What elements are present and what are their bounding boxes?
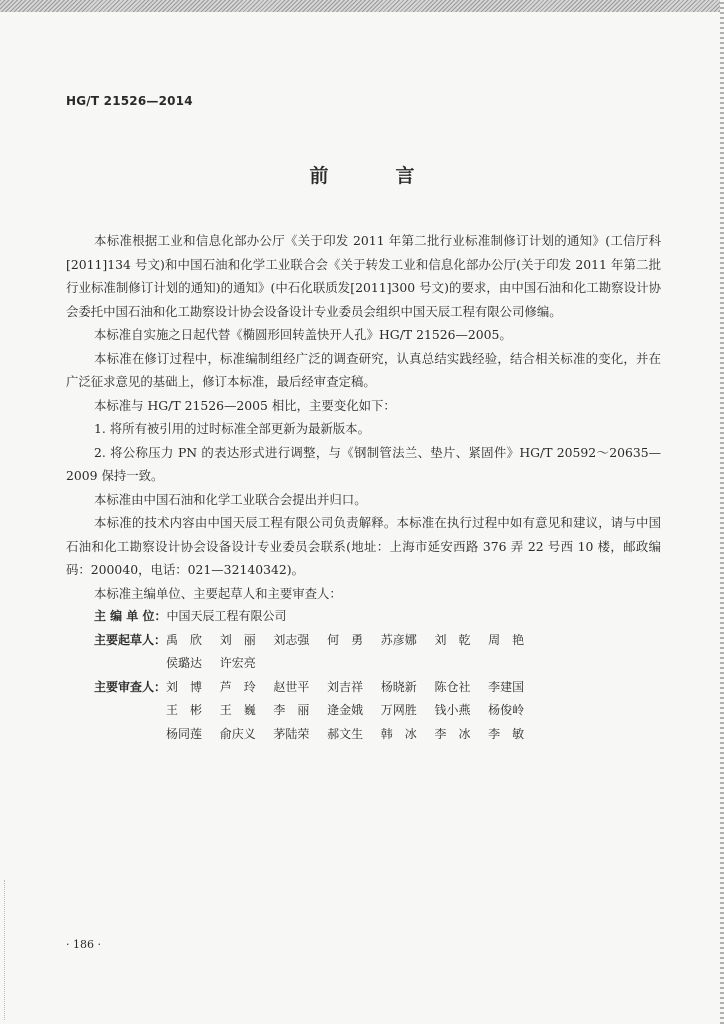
reviewer-name: 郝文生: [327, 726, 364, 741]
drafter-name: 刘 乾: [434, 632, 471, 647]
reviewer-name: 茅陆荣: [273, 726, 310, 741]
drafter-name: 禹 欣: [166, 632, 203, 647]
drafter-name: 苏彦娜: [380, 632, 417, 647]
reviewer-name: 杨晓新: [380, 679, 417, 694]
chief-unit-label: 主 编 单 位：: [94, 609, 167, 623]
reviewer-name: 王 巍: [219, 703, 256, 717]
reviewers-label: 主要审查人：: [94, 679, 167, 694]
paragraph: 本标准主编单位、主要起草人和主要审查人：: [94, 585, 342, 601]
scan-edge-top: [0, 0, 724, 12]
drafter-name: 周 艳: [488, 632, 525, 647]
reviewer-name: 刘吉祥: [327, 679, 364, 694]
paragraph: 本标准与 HG/T 21526—2005 相比，主要变化如下：: [94, 397, 396, 413]
reviewer-name: 俞庆义: [219, 726, 256, 741]
reviewer-name: 逄金娥: [327, 703, 364, 717]
reviewer-name: 李 冰: [434, 726, 471, 741]
page-number: · 186 ·: [66, 938, 101, 951]
chief-unit-value: 中国天辰工程有限公司: [166, 609, 287, 623]
scan-edge-right: [720, 0, 724, 1024]
reviewer-name: 钱小燕: [434, 703, 471, 717]
foreword-body: [66, 229, 661, 746]
reviewer-name: 陈仓社: [434, 679, 471, 694]
change-item: 1. 将所有被引用的过时标准全部更新为最新版本。: [94, 421, 370, 436]
reviewer-name: 李 丽: [273, 703, 310, 717]
paragraph: 本标准由中国石油和化学工业联合会提出并归口。: [94, 491, 367, 507]
reviewer-name: 李建国: [488, 679, 525, 694]
drafter-name: 何 勇: [327, 632, 364, 647]
page-title: 前 言: [309, 165, 439, 187]
reviewer-name: 杨同莲: [166, 726, 203, 741]
scan-edge-left: [4, 880, 6, 1020]
paragraph: 本标准根据工业和信息化部办公厅《关于印发 2011 年第二批行业标准制修订计划的通知》(工信厅科[2011]134 号文)和中国石油和化学工业联合会《关于转发工业和信息化部办公厅(关于印发 2011 年第二批行业标准制修订计划的通知)的通知》(中石化联质发[2011]300 号文)的要求，由中国石油和化工勘察设计协会委托中国石油和化工勘察设计协会设备设计专业委员会组织中国天辰工程有限公司修编。: [66, 233, 661, 319]
reviewer-name: 韩 冰: [380, 726, 417, 741]
drafter-name: 刘志强: [273, 632, 310, 647]
paragraph: 本标准的技术内容由中国天辰工程有限公司负责解释。本标准在执行过程中如有意见和建议，请与中国石油和化工勘察设计协会设备设计专业委员会联系(地址：上海市延安西路 376 弄 22 号西 10 楼，邮政编码：200040，电话：021—32140342)。: [66, 515, 661, 577]
paragraph: 本标准在修订过程中，标准编制组经广泛的调查研究，认真总结实践经验，结合相关标准的变化，并在广泛征求意见的基础上，修订本标准，最后经审查定稿。: [66, 350, 661, 389]
reviewer-name: 杨俊岭: [488, 703, 525, 717]
reviewers-list: [166, 676, 542, 747]
reviewer-name: 万网胜: [380, 703, 417, 717]
drafters-label: 主要起草人：: [94, 632, 167, 647]
reviewer-name: 刘 博: [166, 679, 203, 694]
drafter-name: 侯璐达: [166, 656, 203, 670]
standard-number: HG/T 21526—2014: [66, 94, 193, 108]
reviewer-name: 赵世平: [273, 679, 310, 694]
paragraph: 本标准自实施之日起代替《椭圆形回转盖快开人孔》HG/T 21526—2005。: [94, 327, 512, 342]
reviewer-name: 芦 玲: [219, 679, 256, 694]
drafter-name: 刘 丽: [219, 632, 256, 647]
drafters-list: [166, 629, 542, 676]
reviewers-row: [94, 676, 661, 747]
reviewer-name: 王 彬: [166, 703, 203, 717]
drafter-name: 许宏亮: [219, 656, 256, 670]
drafters-row: [94, 629, 661, 676]
change-item: 2. 将公称压力 PN 的表达形式进行调整，与《钢制管法兰、垫片、紧固件》HG/T 20592～20635—2009 保持一致。: [66, 444, 661, 483]
chief-unit-row: [94, 605, 661, 629]
reviewer-name: 李 敏: [488, 726, 525, 741]
